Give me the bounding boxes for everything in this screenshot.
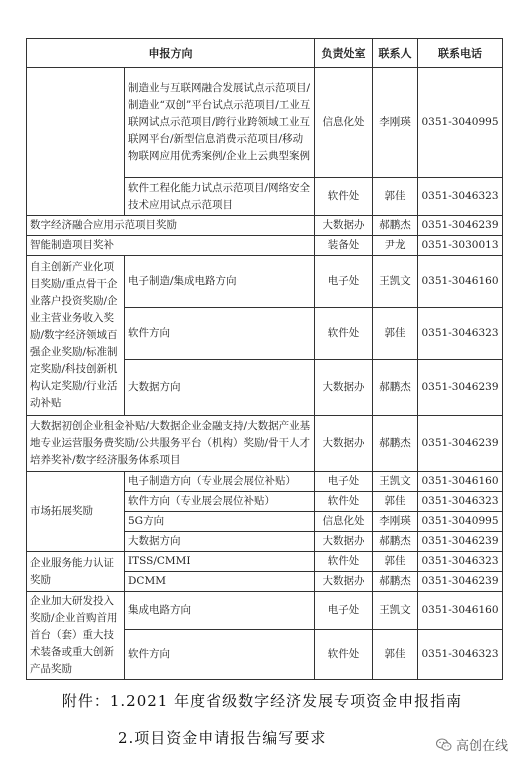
row-phone: 0351-3046323 <box>418 630 503 680</box>
row-direction: 大数据方向 <box>125 532 315 552</box>
row-contact: 郭佳 <box>373 308 418 360</box>
row-dept: 大数据办 <box>315 572 373 592</box>
row-direction: 软件工程化能力试点示范项目/网络安全技术应用试点示范项目 <box>125 178 315 216</box>
row-direction: 大数据方向 <box>125 360 315 416</box>
row-contact: 尹龙 <box>373 236 418 256</box>
row-dept: 软件处 <box>315 552 373 572</box>
header-contact: 联系人 <box>373 39 418 68</box>
row-direction: 智能制造项目奖补 <box>27 236 315 256</box>
table-row <box>27 68 503 178</box>
blank-category-cell <box>27 68 125 216</box>
row-category: 企业加大研发投入奖励/企业首购首用首台（套）重大技术装备或重大创新产品奖励 <box>27 592 125 680</box>
row-dept: 电子处 <box>315 592 373 630</box>
row-phone: 0351-3046239 <box>418 360 503 416</box>
row-direction: 5G方向 <box>125 512 315 532</box>
watermark <box>436 735 508 754</box>
watermark-text: 高创在线 <box>455 739 508 754</box>
row-phone: 0351-3046160 <box>418 256 503 308</box>
table-header-row <box>27 39 503 68</box>
row-contact: 郭佳 <box>373 630 418 680</box>
table-row <box>27 592 503 630</box>
row-contact: 郝鹏杰 <box>373 216 418 236</box>
row-phone: 0351-3046239 <box>418 216 503 236</box>
row-dept: 信息化处 <box>315 68 373 178</box>
contact-table <box>26 38 503 680</box>
row-phone: 0351-3046160 <box>418 592 503 630</box>
row-dept: 大数据办 <box>315 532 373 552</box>
row-direction: 电子制造方向（专业展会展位补贴） <box>125 472 315 492</box>
row-dept: 软件处 <box>315 308 373 360</box>
row-dept: 信息化处 <box>315 512 373 532</box>
row-dept: 大数据办 <box>315 416 373 472</box>
row-phone: 0351-3046160 <box>418 472 503 492</box>
row-contact: 郝鹏杰 <box>373 360 418 416</box>
attachment-line-2: 2.项目资金申请报告编写要求 <box>118 729 327 747</box>
row-phone: 0351-3040995 <box>418 68 503 178</box>
row-phone: 0351-3046323 <box>418 178 503 216</box>
row-direction: 电子制造/集成电路方向 <box>125 256 315 308</box>
attachment-line-1: 附件：1.2021 年度省级数字经济发展专项资金申报指南 <box>61 692 463 710</box>
row-contact: 郝鹏杰 <box>373 416 418 472</box>
row-contact: 郭佳 <box>373 178 418 216</box>
row-direction: 大数据初创企业租金补贴/大数据企业金融支持/大数据产业基地专业运营服务费奖励/公共服务平台（机构）奖励/骨干人才培养奖补/数字经济服务体系项目 <box>27 416 315 472</box>
row-dept: 装备处 <box>315 236 373 256</box>
row-dept: 大数据办 <box>315 216 373 236</box>
row-phone: 0351-3046239 <box>418 532 503 552</box>
header-direction: 申报方向 <box>27 39 315 68</box>
row-contact: 郭佳 <box>373 492 418 512</box>
table-row <box>27 236 503 256</box>
row-contact: 郝鹏杰 <box>373 572 418 592</box>
row-direction: DCMM <box>125 572 315 592</box>
row-contact: 李刚瑛 <box>373 68 418 178</box>
row-category: 企业服务能力认证奖励 <box>27 552 125 592</box>
row-dept: 软件处 <box>315 178 373 216</box>
row-dept: 软件处 <box>315 630 373 680</box>
row-contact: 王凯文 <box>373 592 418 630</box>
row-direction: 制造业与互联网融合发展试点示范项目/制造业“双创”平台试点示范项目/工业互联网试点示范项目/跨行业跨领域工业互联网平台/新型信息消费示范项目/移动物联网应用优秀案例/企业上云典型案例 <box>125 68 315 178</box>
row-direction: 软件方向 <box>125 308 315 360</box>
row-dept: 软件处 <box>315 492 373 512</box>
row-direction: ITSS/CMMI <box>125 552 315 572</box>
row-phone: 0351-3046323 <box>418 492 503 512</box>
header-phone: 联系电话 <box>418 39 503 68</box>
row-phone: 0351-3030013 <box>418 236 503 256</box>
row-dept: 电子处 <box>315 472 373 492</box>
row-contact: 郭佳 <box>373 552 418 572</box>
table-row <box>27 216 503 236</box>
row-category: 市场拓展奖励 <box>27 472 125 552</box>
table-row <box>27 472 503 492</box>
table-row <box>27 552 503 572</box>
wechat-icon <box>436 738 452 752</box>
row-dept: 电子处 <box>315 256 373 308</box>
row-direction: 集成电路方向 <box>125 592 315 630</box>
table-row <box>27 416 503 472</box>
row-contact: 王凯文 <box>373 256 418 308</box>
row-contact: 郝鹏杰 <box>373 532 418 552</box>
row-direction: 软件方向 <box>125 630 315 680</box>
row-dept: 大数据办 <box>315 360 373 416</box>
row-phone: 0351-3046323 <box>418 308 503 360</box>
header-dept: 负责处室 <box>315 39 373 68</box>
row-direction: 数字经济融合应用示范项目奖励 <box>27 216 315 236</box>
row-phone: 0351-3040995 <box>418 512 503 532</box>
row-contact: 李刚瑛 <box>373 512 418 532</box>
row-category: 自主创新产业化项目奖励/重点骨干企业落户投资奖励/企业主营业务收入奖励/数字经济领域百强企业奖励/标准制定奖励/科技创新机构认定奖励/行业活动补贴 <box>27 256 125 416</box>
row-phone: 0351-3046323 <box>418 552 503 572</box>
row-contact: 王凯文 <box>373 472 418 492</box>
row-phone: 0351-3046239 <box>418 416 503 472</box>
row-direction: 软件方向（专业展会展位补贴） <box>125 492 315 512</box>
row-phone: 0351-3046239 <box>418 572 503 592</box>
table-row <box>27 256 503 308</box>
